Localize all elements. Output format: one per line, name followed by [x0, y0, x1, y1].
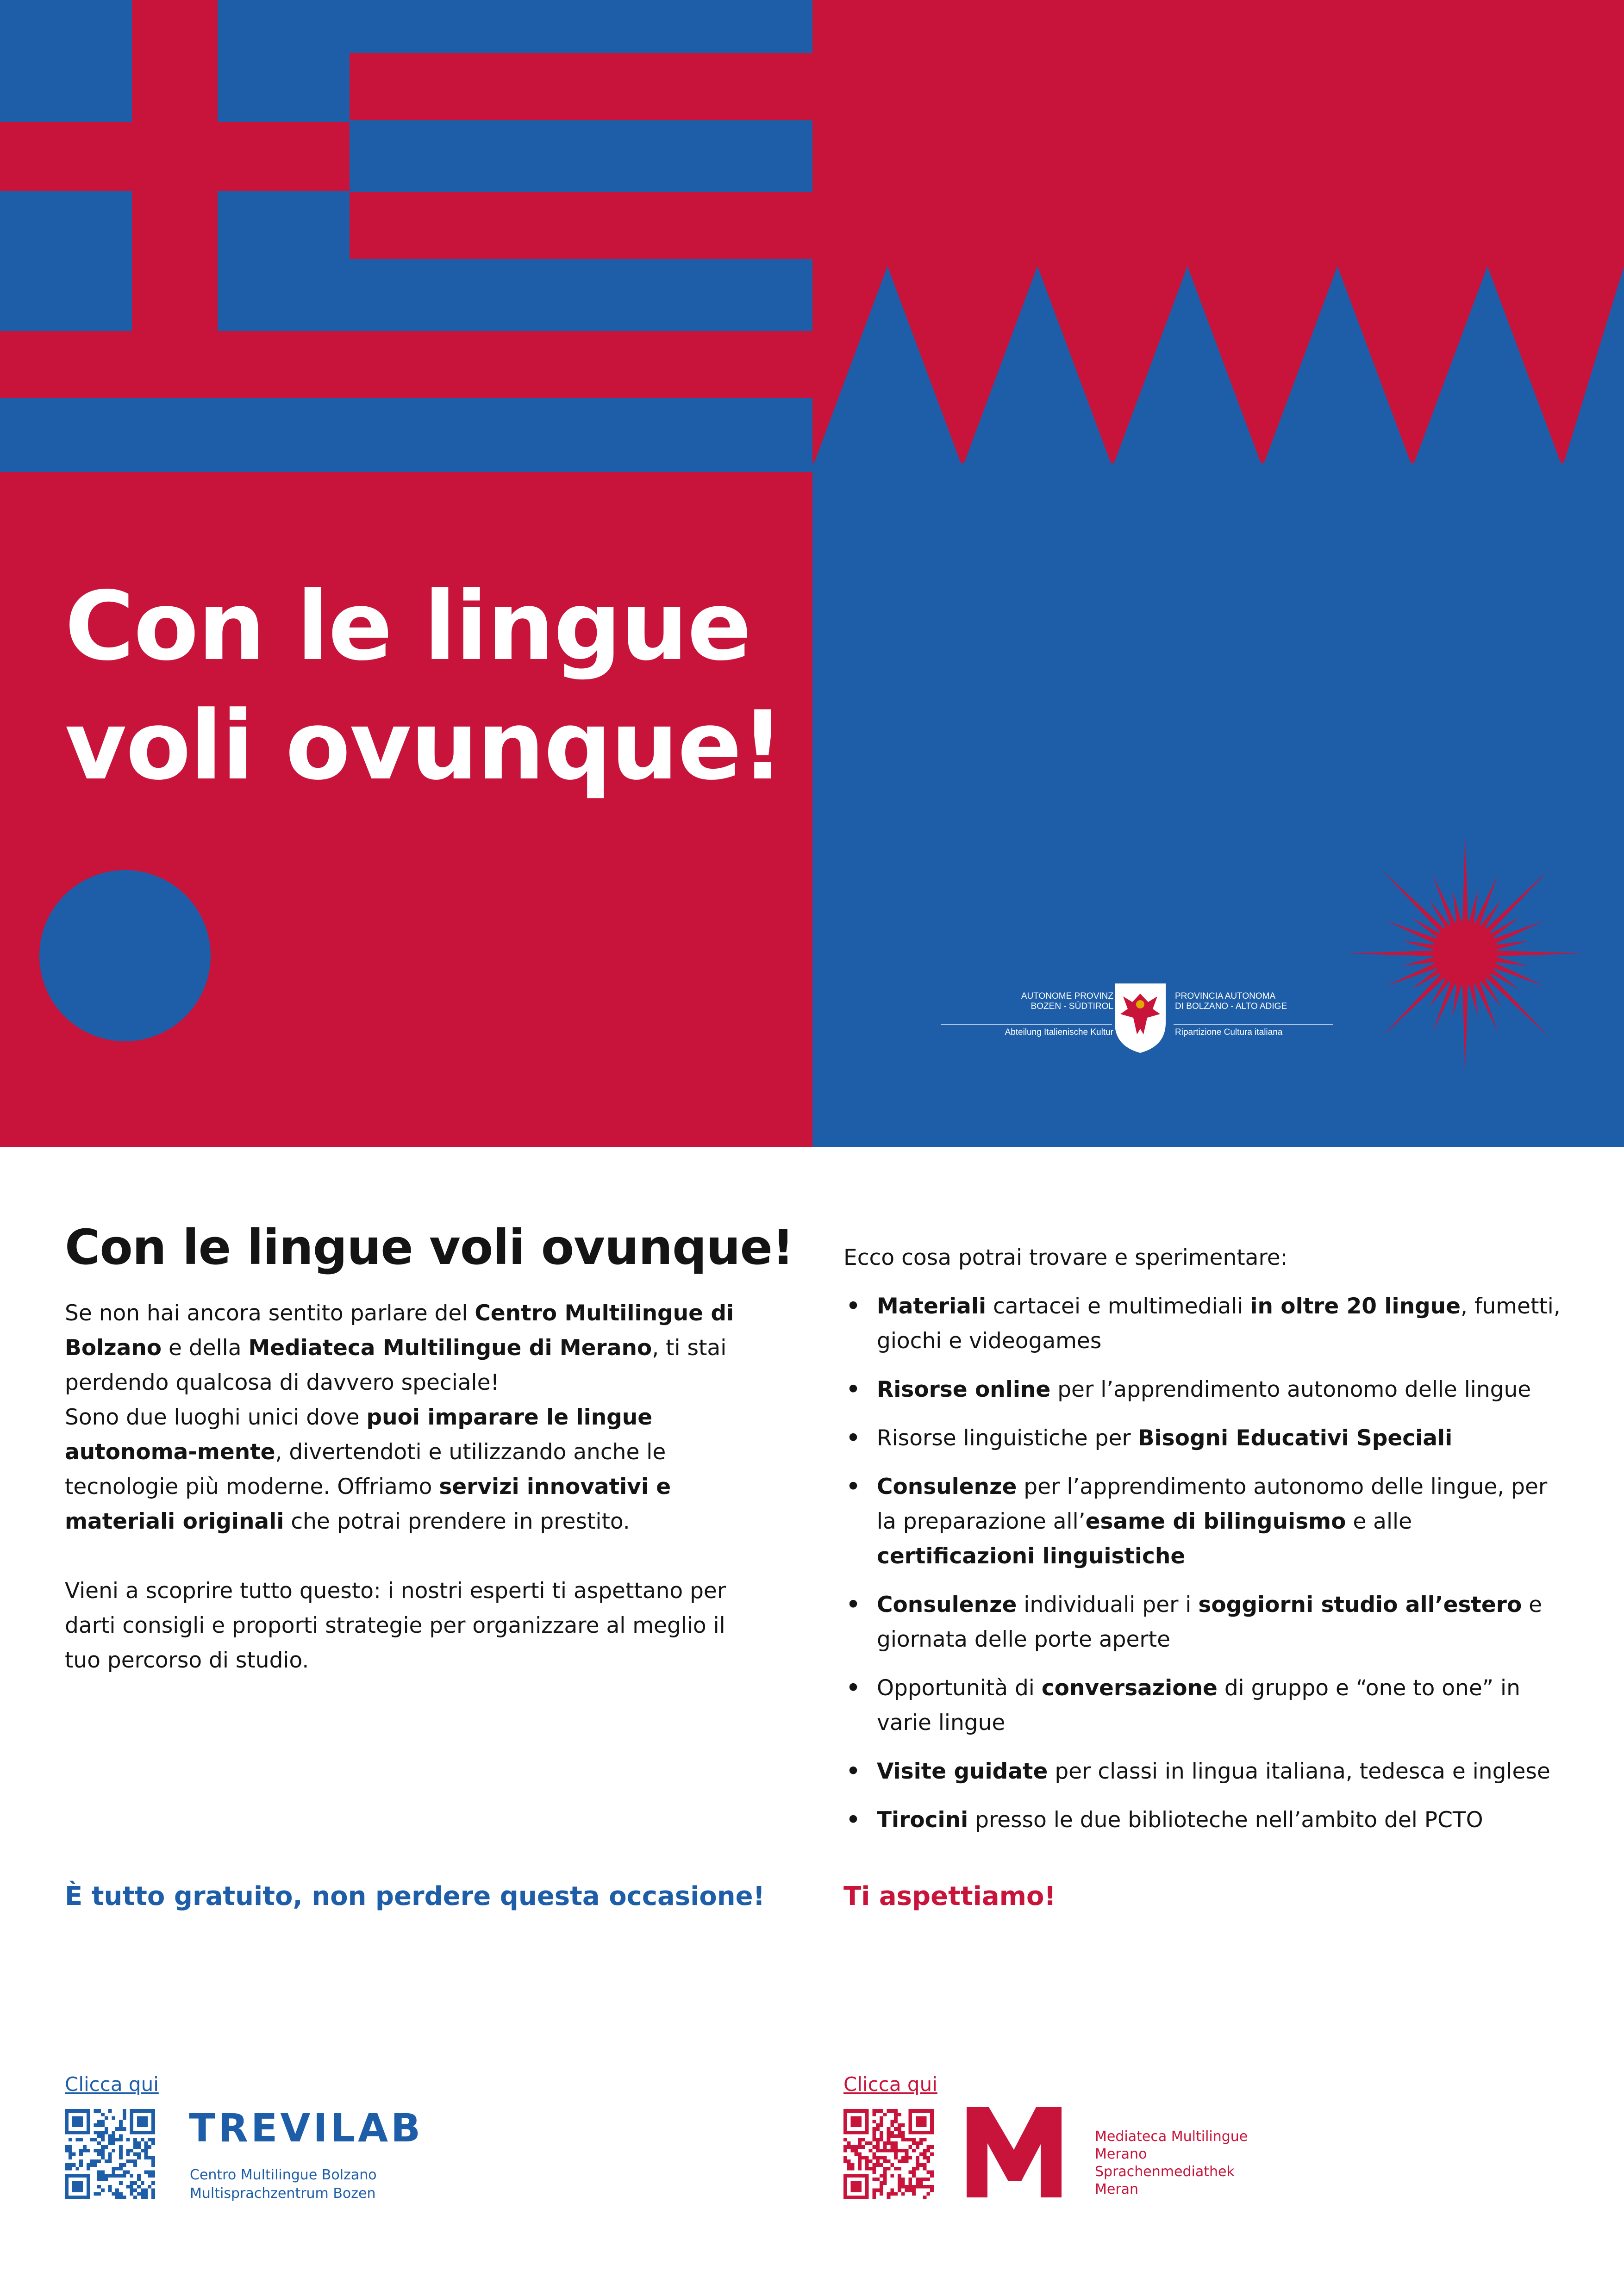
list-item: • Visite guidate per classi in lingua italiana, tedesca e inglese: [846, 1759, 1550, 1784]
hero-title: [65, 567, 783, 806]
blue-circle: [39, 870, 211, 1041]
mediateca-name-2: Merano: [1095, 2146, 1147, 2162]
welcome-callout: Ti aspettiamo!: [843, 1881, 1056, 1911]
intro-paragraph-1: Se non hai ancora sentito parlare del Centro Multilingue di Bolzano e della Mediateca Multilingue di Merano, ti stai perdendo qualcosa di davvero speciale!: [65, 1300, 734, 1395]
province-name-it-2: DI BOLZANO - ALTO ADIGE: [1175, 1002, 1287, 1011]
trevilab-link[interactable]: Clicca qui: [65, 2073, 159, 2096]
intro-paragraph-3: Vieni a scoprire tutto questo: i nostri esperti ti aspettano per darti consigli e proporti strategie per organizzare al meglio il tuo percorso di studio.: [65, 1578, 726, 1673]
province-logo: [940, 981, 1333, 1051]
mediateca-qr-code[interactable]: [843, 2109, 934, 2199]
logo-divider-left: [941, 1024, 1112, 1025]
province-dept-de: Abteilung Italienische Kultur: [1005, 1027, 1113, 1037]
trevilab-wordmark: TREVILAB: [189, 2105, 424, 2151]
trevilab-subtitle-de: Multisprachzentrum Bozen: [190, 2185, 376, 2202]
features-lead: Ecco cosa potrai trovare e sperimentare:: [843, 1245, 1288, 1270]
free-offer-callout: È tutto gratuito, non perdere questa occasione!: [65, 1881, 765, 1911]
mediateca-m-logo-icon: [967, 2107, 1062, 2197]
list-item: • Opportunità di conversazione di gruppo e “one to one” in varie lingue: [846, 1675, 1520, 1736]
list-item: • Risorse linguistiche per Bisogni Educativi Speciali: [846, 1425, 1453, 1451]
province-name-de-1: AUTONOME PROVINZ: [1021, 991, 1113, 1001]
logo-divider-right: [1174, 1024, 1333, 1025]
section-heading: Con le lingue voli ovunque!: [65, 1219, 794, 1276]
province-name-it-1: PROVINCIA AUTONOMA: [1175, 991, 1276, 1001]
list-item: • Tirocini presso le due biblioteche nell’ambito del PCTO: [846, 1807, 1483, 1833]
hero-title-line-2: voli ovunque!: [65, 691, 783, 801]
list-item: • Risorse online per l’apprendimento autonomo delle lingue: [846, 1377, 1531, 1402]
sun-burst-icon: [1347, 835, 1583, 1071]
hero-title-line-1: Con le lingue: [65, 572, 751, 682]
province-name-de-2: BOZEN - SÜDTIROL: [1031, 1002, 1113, 1011]
mediateca-name-4: Meran: [1095, 2181, 1139, 2197]
intro-paragraph-2: Sono due luoghi unici dove puoi imparare le lingue autonoma-mente, divertendoti e utilizzando anche le tecnologie più moderne. Offriamo servizi innovativi e materiali originali che potrai prendere in prestito.: [65, 1405, 671, 1534]
mediateca-name-1: Mediateca Multilingue: [1095, 2128, 1248, 2145]
province-dept-it: Ripartizione Cultura italiana: [1175, 1027, 1283, 1037]
list-item: • Consulenze per l’apprendimento autonomo delle lingue, per la preparazione all’esame di bilinguismo e alle certificazioni linguistiche: [846, 1474, 1548, 1569]
trevilab-subtitle-it: Centro Multilingue Bolzano: [190, 2167, 377, 2183]
mediateca-name-3: Sprachenmediathek: [1095, 2164, 1235, 2180]
intro-text: [65, 1296, 759, 1678]
features-column: [843, 1240, 1566, 1851]
list-item: • Materiali cartacei e multimediali in oltre 20 lingue, fumetti, giochi e videogames: [846, 1294, 1561, 1354]
list-item: • Consulenze individuali per i soggiorni studio all’estero e giornata delle porte aperte: [846, 1592, 1543, 1652]
features-list: [843, 1289, 1566, 1837]
mediateca-link[interactable]: Clicca qui: [843, 2073, 937, 2096]
trevilab-qr-code[interactable]: [65, 2109, 155, 2199]
